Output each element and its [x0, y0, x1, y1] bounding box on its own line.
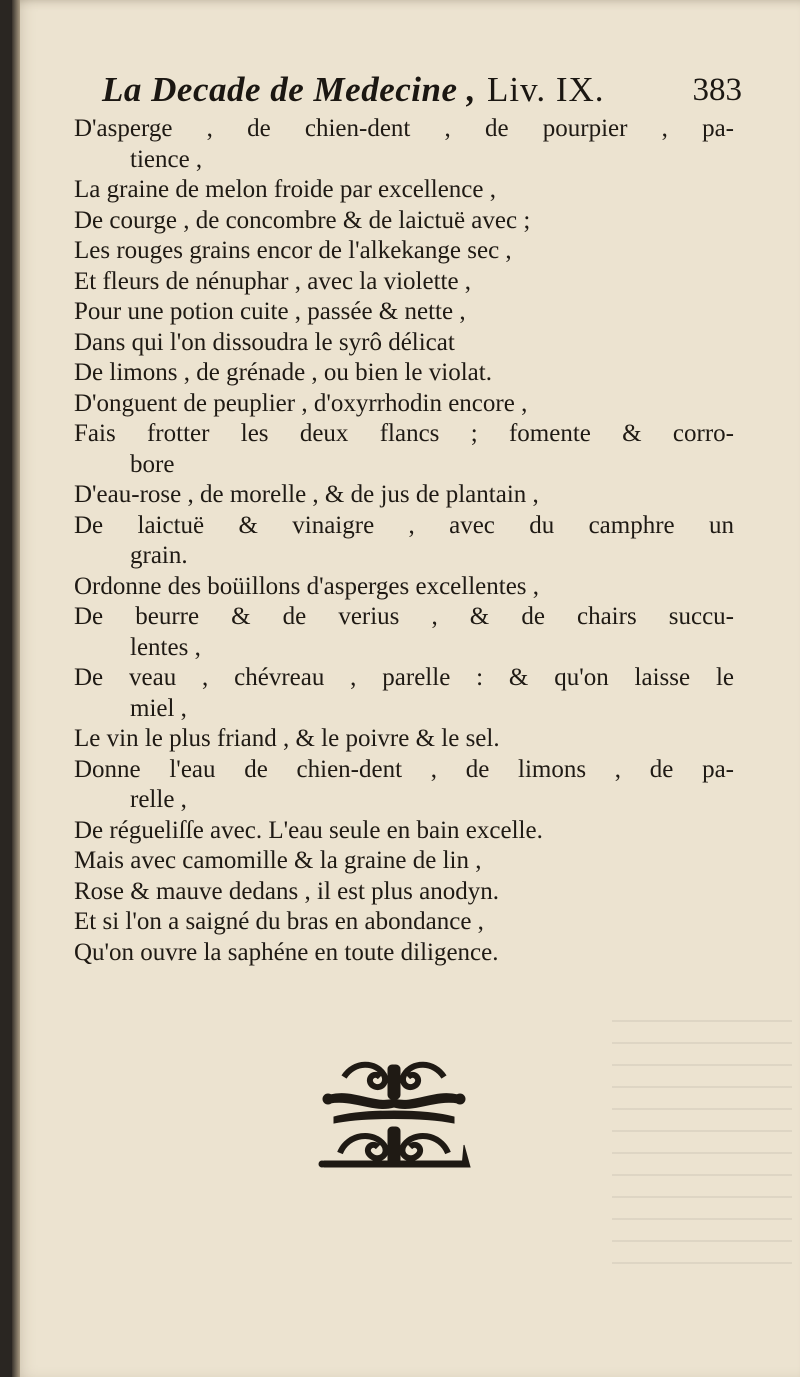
verse-line: De régueliſſe avec. L'eau seule en bain excelle. [74, 816, 543, 844]
verse-line: Ordonne des boüillons d'asperges excellentes , [74, 572, 540, 600]
book-number: Liv. IX. [487, 70, 605, 109]
verse-line: relle , [130, 786, 187, 813]
verse-line: De limons , de grénade , ou bien le violat. [74, 359, 492, 386]
verse-line: grain. [130, 542, 188, 569]
verse-line: Les rouges grains encor de l'alkekange sec , [74, 237, 512, 264]
verse-line: De beurre & de verius , & de chairs succu- [74, 603, 734, 630]
verse-line: De veau , chévreau , parelle : & qu'on laisse le [74, 664, 734, 691]
page-number: 383 [692, 72, 742, 108]
verse-line: Mais avec camomille & la graine de lin , [74, 847, 482, 874]
verse-line: D'asperge , de chien-dent , de pourpier , pa- [74, 115, 734, 142]
running-title: La Decade de Medecine , [102, 70, 476, 109]
verse-line: Dans qui l'on dissoudra le syrô délicat [74, 328, 455, 356]
verse-line: Le vin le plus friand , & le poivre & le sel. [74, 725, 500, 752]
verse-line: D'onguent de peuplier , d'oxyrrhodin encore , [74, 389, 528, 417]
running-header [102, 70, 742, 120]
verse-line: Qu'on ouvre la saphéne en toute diligence. [74, 938, 499, 966]
book-page [12, 0, 800, 1377]
verse-line: De courge , de concombre & de laictuë avec ; [74, 206, 531, 234]
verse-line: La graine de melon froide par excellence , [74, 176, 496, 203]
verse-line: lentes , [130, 633, 201, 661]
verse-line: De laictuë & vinaigre , avec du camphre un [74, 511, 734, 539]
verse-line: Pour une potion cuite , passée & nette , [74, 298, 466, 325]
verse-line: miel , [130, 694, 187, 722]
verse-block [74, 114, 734, 968]
verse-line: Et si l'on a saigné du bras en abondance , [74, 908, 484, 935]
verse-line: D'eau-rose , de morelle , & de jus de plantain , [74, 481, 539, 508]
verse-line: bore [130, 450, 175, 478]
verse-line: Et fleurs de nénuphar , avec la violette , [74, 267, 472, 295]
floral-tailpiece-ornament-icon [314, 1055, 474, 1175]
verse-line: tience , [130, 145, 203, 173]
verse-line: Fais frotter les deux flancs ; fomente & corro- [74, 420, 734, 447]
verse-line: Rose & mauve dedans , il est plus anodyn. [74, 877, 499, 905]
page-spine-edge [12, 0, 20, 1377]
show-through-bleed [612, 1020, 792, 1270]
verse-line: Donne l'eau de chien-dent , de limons , de pa- [74, 755, 734, 783]
